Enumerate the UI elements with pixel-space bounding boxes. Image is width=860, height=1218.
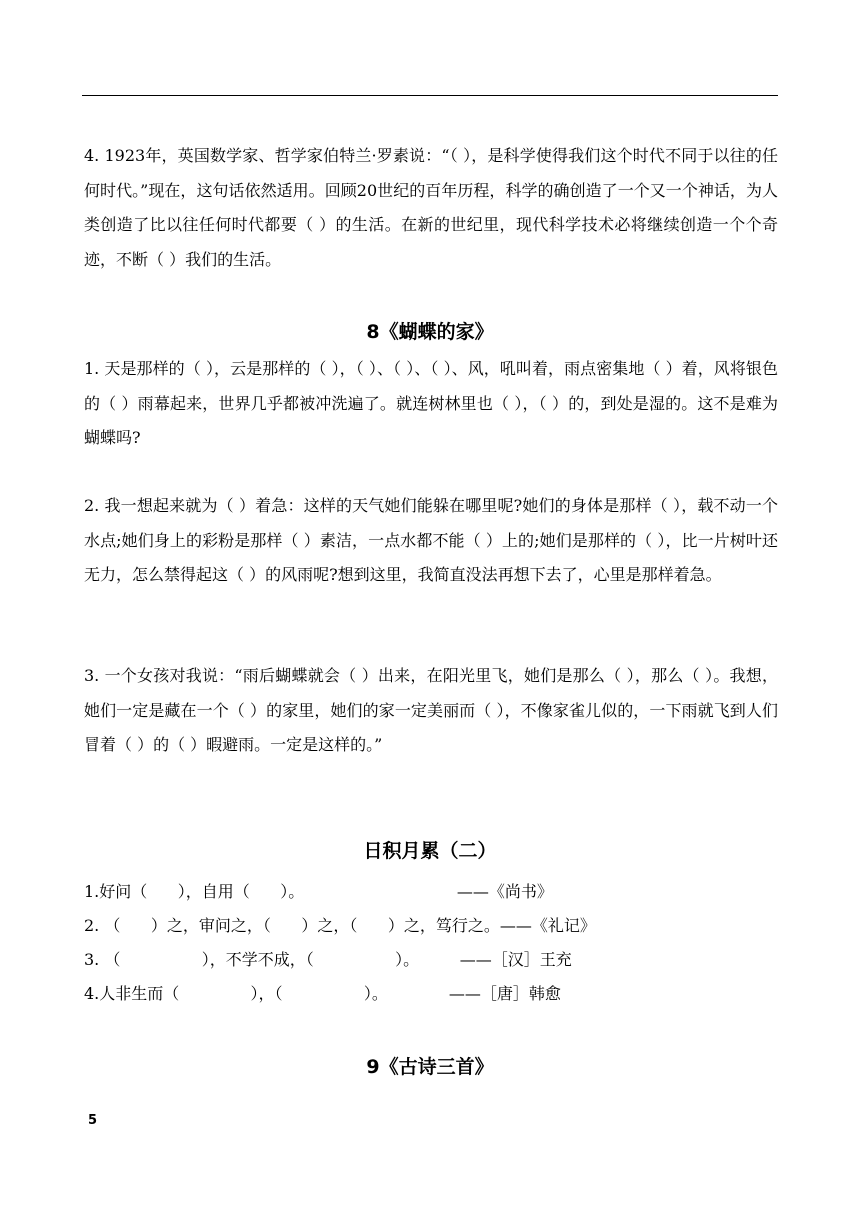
quote-line-1: 1.好问（ ），自用（ ）。 ——《尚书》: [84, 882, 553, 901]
butterfly-paragraph-3: 3. 一个女孩对我说：“雨后蝴蝶就会（ ）出来，在阳光里飞，她们是那么（ ），那么（ ）。我想，她们一定是藏在一个（ ）的家里，她们的家一定美丽而（ ），不像家雀儿似的，一下雨就飞到人们冒着（ ）的（ ）暇避雨。一定是这样的。”: [84, 666, 778, 755]
section-title-butterfly-home: 8《蝴蝶的家》: [366, 321, 494, 343]
quote-line-2: 2. （ ）之，审问之，（ ）之，（ ）之，笃行之。——《礼记》: [84, 916, 596, 935]
page-number: 5: [88, 1113, 98, 1128]
quote-line-3: 3. （ ），不学不成，（ ）。 ——［汉］王充: [84, 950, 572, 969]
section-title-daily-accumulation: 日积月累（二）: [363, 840, 497, 862]
header-rule: [82, 95, 778, 96]
quote-line-4: 4.人非生而（ ），（ ）。 ——［唐］韩愈: [84, 984, 561, 1003]
butterfly-paragraph-2: 2. 我一想起来就为（ ）着急：这样的天气她们能躲在哪里呢?她们的身体是那样（ ），载不动一个水点;她们身上的彩粉是那样（ ）素洁，一点水都不能（ ）上的;她们是那样的（ ），比一片树叶还无力，怎么禁得起这（ ）的风雨呢?想到这里，我简直没法再想下去了，心里是那样着急。: [84, 496, 778, 585]
passage-4-paragraph: 4. 1923年，英国数学家、哲学家伯特兰·罗素说：“（ ），是科学使得我们这个时代不同于以往的任何时代。”现在，这句话依然适用。回顾20世纪的百年历程，科学的确创造了一个又一个神话，为人类创造了比以往任何时代都要（ ）的生活。在新的世纪里，现代科学技术必将继续创造一个个奇迹，不断（ ）我们的生活。: [84, 146, 778, 269]
butterfly-paragraph-1: 1. 天是那样的（ ），云是那样的（ ），（ ）、（ ）、（ ）、风，吼叫着，雨点密集地（ ）着，风将银色的（ ）雨幕起来，世界几乎都被冲洗遍了。就连树林里也（ ），（ ）的，到处是湿的。这不是难为蝴蝶吗?: [84, 359, 778, 448]
section-title-ancient-poems: 9《古诗三首》: [366, 1056, 494, 1078]
